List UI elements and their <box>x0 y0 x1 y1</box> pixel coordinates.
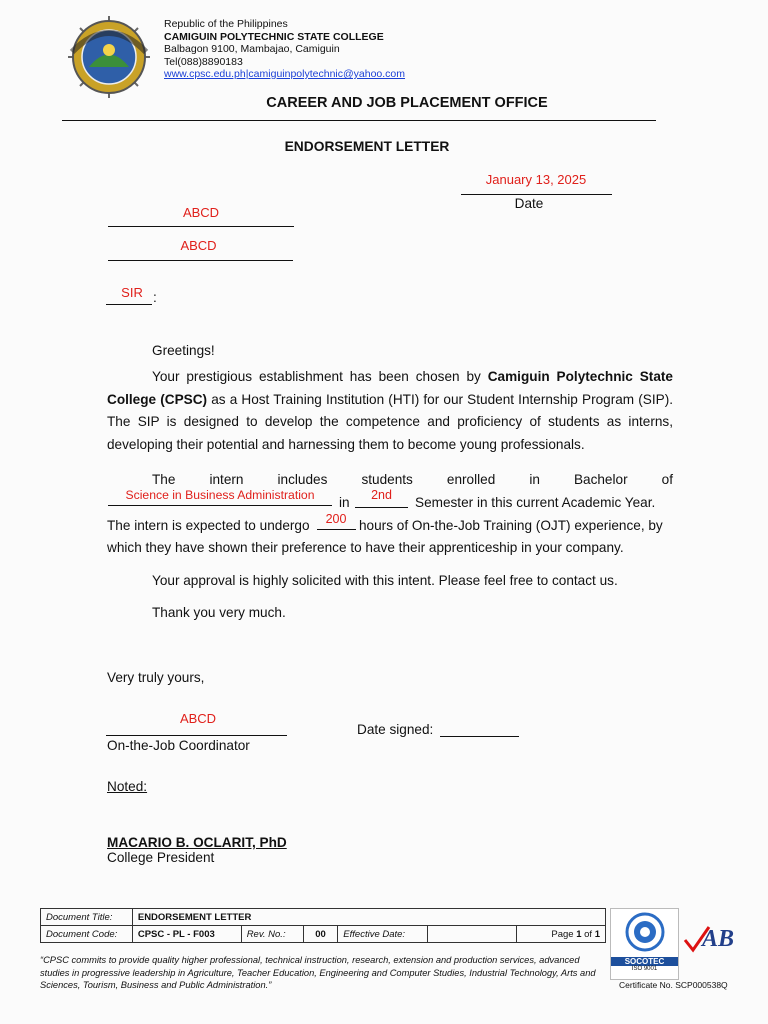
paragraph-1-intro: Your prestigious establishment has been chosen by <box>152 369 488 384</box>
socotec-emblem-icon <box>625 912 665 952</box>
recipient-position[interactable]: ABCD <box>180 238 217 253</box>
effective-date-value <box>428 926 517 943</box>
recipient-position-underline <box>108 260 293 261</box>
paragraph-1 <box>107 366 673 456</box>
recipient-name[interactable]: ABCD <box>182 205 220 220</box>
socotec-iso-logo <box>610 908 679 980</box>
page-indicator: Page 1 of 1 <box>516 926 605 943</box>
thanks-line: Thank you very much. <box>152 605 286 620</box>
paragraph-3: Your approval is highly solicited with this intent. Please feel free to contact us. <box>152 573 618 588</box>
header-divider <box>62 120 656 121</box>
paragraph-1-college: Camiguin Polytechnic State College (CPSC) <box>107 369 673 407</box>
effective-date-label: Effective Date: <box>338 926 428 943</box>
hours-underline <box>317 529 356 530</box>
certificate-number: Certificate No. SCP000538Q <box>619 980 728 990</box>
date-signed-label: Date signed: <box>357 722 434 737</box>
date-value[interactable]: January 13, 2025 <box>485 172 587 187</box>
paragraph-2-expect: The intern is expected to undergo <box>107 518 310 533</box>
president-title: College President <box>107 850 215 865</box>
paragraph-2-hours: hours of On-the-Job Training (OJT) experience, by <box>359 518 663 533</box>
hours-fill[interactable]: 200 <box>325 512 347 526</box>
salutation[interactable]: SIR <box>121 285 143 300</box>
coordinator-name[interactable]: ABCD <box>179 711 217 726</box>
doc-title-value: ENDORSEMENT LETTER <box>132 909 605 926</box>
mission-statement: “CPSC commits to provide quality higher professional, technical instruction, research, extension and production services, advanced studies in progressive leadership in Agriculture, Teacher Education, Engineering and Computer Studies, Industrial Technology, Arts and Sciences, Tourism, Business and Public Administration.” <box>40 955 596 990</box>
paragraph-2-semester: Semester in this current Academic Year. <box>415 495 656 510</box>
semester-underline <box>355 507 408 508</box>
program-underline <box>108 505 332 506</box>
date-signed-underline <box>440 736 519 737</box>
college-address: Balbagon 9100, Mambajao, Camiguin <box>164 43 340 55</box>
program-fill[interactable]: Science in Business Administration <box>125 488 315 502</box>
socotec-label: SOCOTEC <box>611 957 678 966</box>
rev-value: 00 <box>303 926 338 943</box>
paragraph-1-rest: as a Host Training Institution (HTI) for our Student Internship Program (SIP). The SIP is designed to develop the competence and proficiency of students as interns, developing their potential and harnessing them to become young professionals. <box>107 391 673 452</box>
document-control-table <box>40 908 606 943</box>
paragraph-2-line-1: The intern includes students enrolled in Bachelor of <box>152 472 673 487</box>
ab-accreditation-logo <box>682 910 744 966</box>
date-label: Date <box>514 196 544 211</box>
college-tel: Tel(088)8890183 <box>164 55 243 68</box>
closing: Very truly yours, <box>107 670 205 685</box>
doc-code-value: CPSC - PL - F003 <box>132 926 241 943</box>
greeting: Greetings! <box>152 343 215 358</box>
college-seal-logo <box>64 12 154 102</box>
salutation-colon: : <box>153 290 157 305</box>
republic-line: Republic of the Philippines <box>164 18 288 30</box>
rev-label: Rev. No.: <box>241 926 303 943</box>
paragraph-2-last: which they have shown their preference to have their apprenticeship in your company. <box>107 540 624 555</box>
semester-fill[interactable]: 2nd <box>371 488 392 502</box>
salutation-underline <box>106 304 152 305</box>
word-in: in <box>339 495 350 510</box>
recipient-name-underline <box>108 226 294 227</box>
college-name: CAMIGUIN POLYTECHNIC STATE COLLEGE <box>164 30 384 43</box>
president-name: MACARIO B. OCLARIT, PhD <box>107 835 287 850</box>
letter-title: ENDORSEMENT LETTER <box>284 139 450 154</box>
ab-label: AB <box>702 926 735 952</box>
coordinator-title: On-the-Job Coordinator <box>107 738 250 753</box>
doc-title-label: Document Title: <box>41 909 133 926</box>
college-website-link[interactable]: www.cpsc.edu.ph|camiguinpolytechnic@yahoo.com <box>164 68 406 80</box>
doc-code-label: Document Code: <box>41 926 133 943</box>
noted-label: Noted: <box>107 779 148 794</box>
iso-label: ISO 9001 <box>631 966 658 972</box>
office-title: CAREER AND JOB PLACEMENT OFFICE <box>266 95 548 111</box>
